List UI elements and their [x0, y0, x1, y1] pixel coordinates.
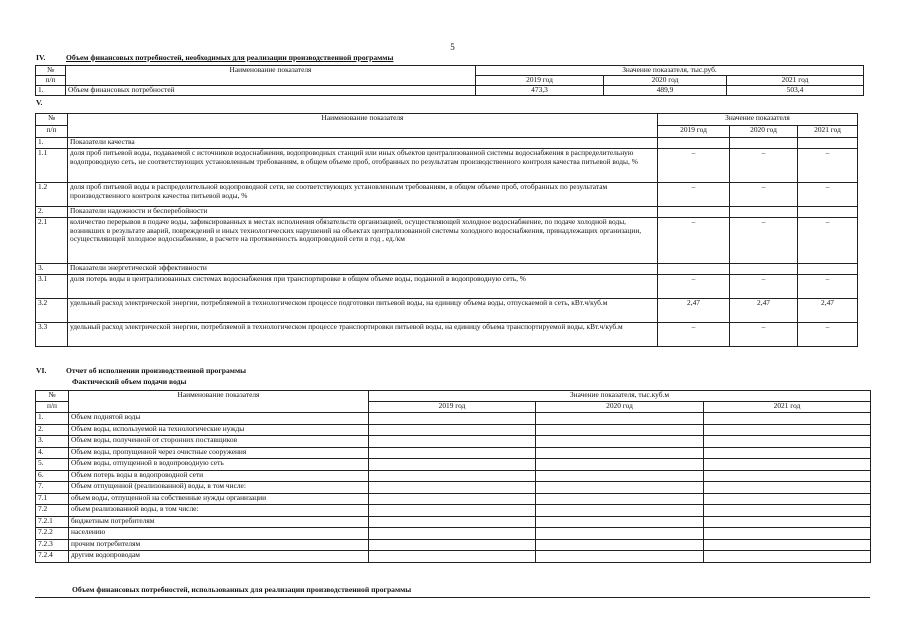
row-name: Объем воды, используемой на технологические нужды [69, 424, 369, 436]
value-2019 [369, 482, 536, 494]
row-name: объем воды, отпущенной на собственные нужды организации [69, 493, 369, 505]
table-row [36, 207, 858, 218]
value-2020 [536, 505, 704, 517]
section-6-subtitle: Фактический объем подачи воды [72, 377, 187, 386]
value-2019: – [658, 149, 730, 183]
row-number: 7.2.3 [36, 539, 69, 551]
row-name: населению [69, 528, 369, 540]
col-value-header: Значение показателя [658, 114, 858, 126]
value-2019: – [658, 218, 730, 264]
row-number: 7.2.4 [36, 551, 69, 563]
value-2021: – [798, 149, 858, 183]
water-supply-table [35, 390, 871, 563]
row-number: 7. [36, 482, 69, 494]
value-2019 [369, 516, 536, 528]
value-2021: 2,47 [798, 299, 858, 323]
year-2021-header: 2021 год [704, 402, 871, 413]
value-2020 [536, 424, 704, 436]
row-number: 3. [36, 436, 69, 448]
financial-needs-table [35, 65, 864, 96]
value-2019 [369, 413, 536, 425]
section-5-number: V. [36, 98, 43, 107]
row-name: удельный расход электрической энергии, потребляемой в технологическом процессе транспортировки питьевой воды, на единицу объема транспортируемой воды, кВт.ч/куб.м [68, 323, 658, 347]
row-number: 1. [36, 413, 69, 425]
table-row [36, 470, 871, 482]
row-name: другим водопроводам [69, 551, 369, 563]
table-row [36, 149, 858, 183]
value-2019: – [658, 323, 730, 347]
value-2020 [536, 413, 704, 425]
value-2020 [536, 516, 704, 528]
value-2020: – [730, 149, 798, 183]
row-name: объем реализованной воды, в том числе: [69, 505, 369, 517]
row-number: 3.1 [36, 275, 68, 299]
value-2021 [704, 459, 871, 471]
value-2019 [369, 539, 536, 551]
row-number: 3.2 [36, 299, 68, 323]
value-2019 [658, 138, 730, 149]
row-name: Объем отпущенной (реализованной) воды, в том числе: [69, 482, 369, 494]
footer-divider [35, 597, 870, 598]
row-name: доля проб питьевой воды в распределительной водопроводной сети, не соответствующих установленным требованиям, в общем объеме проб, отобранных по результатам производственного контроля качества питьевой воды, % [68, 183, 658, 207]
value-2020 [536, 459, 704, 471]
page-number: 5 [450, 42, 455, 52]
table-row [36, 138, 858, 149]
value-2020: 489,9 [604, 86, 727, 96]
row-number: 2. [36, 207, 68, 218]
table-row [36, 264, 858, 275]
row-number: 2. [36, 424, 69, 436]
table-row [36, 413, 871, 425]
row-name: доля проб питьевой воды, подаваемой с источников водоснабжения, водопроводных станций или иных объектов централизованной системы водоснабжения в распределительную водопроводную сеть, не соответствующих установленным требованиям, в общем объеме проб, отобранных по результатам производственного контроля качества питьевой воды, % [68, 149, 658, 183]
row-name: Объем воды, отпущенной в водопроводную сеть [69, 459, 369, 471]
year-2020-header: 2020 год [536, 402, 704, 413]
table-row [36, 447, 871, 459]
value-2021 [798, 264, 858, 275]
table-row [36, 551, 871, 563]
value-2021 [704, 470, 871, 482]
value-2021: – [798, 323, 858, 347]
table-row [36, 275, 858, 299]
value-2020: – [730, 275, 798, 299]
value-2019 [658, 207, 730, 218]
value-2021 [798, 138, 858, 149]
value-2021 [704, 424, 871, 436]
year-2020-header: 2020 год [730, 126, 798, 138]
value-2020: 2,47 [730, 299, 798, 323]
value-2019: 473,3 [476, 86, 604, 96]
value-2019 [369, 459, 536, 471]
value-2019 [369, 470, 536, 482]
table-row [36, 218, 858, 264]
row-number: 7.2.2 [36, 528, 69, 540]
col-value-header: Значение показателя, тыс.куб.м [369, 391, 871, 402]
row-name: Объем потерь воды в водопроводной сети [69, 470, 369, 482]
footer-heading: Объем финансовых потребностей, использованных для реализации производственной программы [72, 585, 412, 594]
value-2021: – [798, 218, 858, 264]
table-row [36, 299, 858, 323]
row-number: 7.2 [36, 505, 69, 517]
col-name-header: Наименование показателя [69, 391, 369, 413]
year-2021-header: 2021 год [727, 76, 864, 86]
section-4-heading [36, 54, 393, 63]
value-2020 [536, 447, 704, 459]
value-2021: – [798, 275, 858, 299]
section-6-number: VI. [36, 366, 47, 375]
row-name: Объем финансовых потребностей [66, 86, 476, 96]
row-name: прочим потребителям [69, 539, 369, 551]
value-2021 [704, 436, 871, 448]
value-2021 [704, 447, 871, 459]
row-number: 3. [36, 264, 68, 275]
value-2019 [369, 505, 536, 517]
row-name: Показатели качества [68, 138, 658, 149]
value-2019 [369, 551, 536, 563]
value-2021 [704, 493, 871, 505]
row-name: Показатели энергетической эффективности [68, 264, 658, 275]
row-number: 1. [36, 138, 68, 149]
value-2021 [704, 528, 871, 540]
value-2020: – [730, 183, 798, 207]
row-number: 5. [36, 459, 69, 471]
year-2019-header: 2019 год [369, 402, 536, 413]
value-2020 [730, 264, 798, 275]
value-2020 [536, 436, 704, 448]
table-row [36, 459, 871, 471]
col-no-header: № [36, 391, 69, 402]
year-2019-header: 2019 год [476, 76, 604, 86]
year-2019-header: 2019 год [658, 126, 730, 138]
col-pp-header: п/п [36, 402, 69, 413]
value-2021: – [798, 183, 858, 207]
section-4-number: IV. [36, 53, 46, 62]
value-2019: – [658, 275, 730, 299]
table-row [36, 493, 871, 505]
value-2020 [536, 482, 704, 494]
col-no-header: № [36, 114, 68, 126]
value-2021 [704, 539, 871, 551]
row-number: 2.1 [36, 218, 68, 264]
value-2020 [536, 528, 704, 540]
value-2020: – [730, 218, 798, 264]
row-name: Показатели надежности и бесперебойности [68, 207, 658, 218]
row-number: 7.1 [36, 493, 69, 505]
row-name: Объем воды, полученной от сторонних поставщиков [69, 436, 369, 448]
year-2021-header: 2021 год [798, 126, 858, 138]
value-2020 [730, 207, 798, 218]
col-value-header: Значение показателя, тыс.руб. [476, 66, 864, 76]
row-name: количество перерывов в подаче воды, зафиксированных в местах исполнения обязательств организацией, осуществляющей холодное водоснабжение, по подаче холодной воды, возникших в результате аварий, повреждений и иных технологических нарушений на объектах централизованной системы холодного водоснабжения, принадлежащих организации, осуществляющей холодное водоснабжение, в расчете на протяженность водопроводной сети в год , ед./км [68, 218, 658, 264]
table-row [36, 482, 871, 494]
row-number: 6. [36, 470, 69, 482]
row-name: Объем воды, пропущенной через очистные сооружения [69, 447, 369, 459]
section-6-title: Отчет об исполнении производственной программы [66, 366, 247, 375]
table-row [36, 539, 871, 551]
value-2020 [536, 539, 704, 551]
value-2021 [704, 482, 871, 494]
row-name: удельный расход электрической энергии, потребляемой в технологическом процессе подготовки питьевой воды, на единицу объема воды, отпускаемой в сеть, кВт.ч/куб.м [68, 299, 658, 323]
value-2020 [730, 138, 798, 149]
table-row [36, 183, 858, 207]
value-2020 [536, 551, 704, 563]
row-number: 1. [36, 86, 66, 96]
value-2021: 503,4 [727, 86, 864, 96]
value-2021 [798, 207, 858, 218]
value-2019 [369, 447, 536, 459]
table-row [36, 436, 871, 448]
section-4-title: Объем финансовых потребностей, необходимых для реализации производственной программы [66, 53, 394, 62]
table-row [36, 528, 871, 540]
row-name: Объем поднятой воды [69, 413, 369, 425]
row-number: 4. [36, 447, 69, 459]
year-2020-header: 2020 год [604, 76, 727, 86]
table-row [36, 323, 858, 347]
indicators-table [35, 113, 858, 347]
row-name: бюджетным потребителям [69, 516, 369, 528]
row-number: 3.3 [36, 323, 68, 347]
value-2019 [369, 528, 536, 540]
table-row [36, 86, 864, 96]
table-row [36, 505, 871, 517]
value-2021 [704, 413, 871, 425]
section-6-heading [36, 367, 246, 376]
row-number: 1.1 [36, 149, 68, 183]
col-name-header: Наименование показателя [66, 66, 476, 86]
value-2019: – [658, 183, 730, 207]
value-2020: – [730, 323, 798, 347]
value-2019: 2,47 [658, 299, 730, 323]
value-2021 [704, 516, 871, 528]
value-2019 [369, 424, 536, 436]
col-name-header: Наименование показателя [68, 114, 658, 138]
col-pp-header: п/п [36, 126, 68, 138]
value-2020 [536, 493, 704, 505]
table-row [36, 516, 871, 528]
row-number: 7.2.1 [36, 516, 69, 528]
value-2019 [658, 264, 730, 275]
col-pp-header: п/п [36, 76, 66, 86]
row-number: 1.2 [36, 183, 68, 207]
value-2020 [536, 470, 704, 482]
value-2021 [704, 551, 871, 563]
value-2019 [369, 436, 536, 448]
col-no-header: № [36, 66, 66, 76]
table-row [36, 424, 871, 436]
row-name: доля потерь воды в централизованных системах водоснабжения при транспортировке в общем объеме воды, поданной в водопроводную сеть, % [68, 275, 658, 299]
value-2021 [704, 505, 871, 517]
value-2019 [369, 493, 536, 505]
